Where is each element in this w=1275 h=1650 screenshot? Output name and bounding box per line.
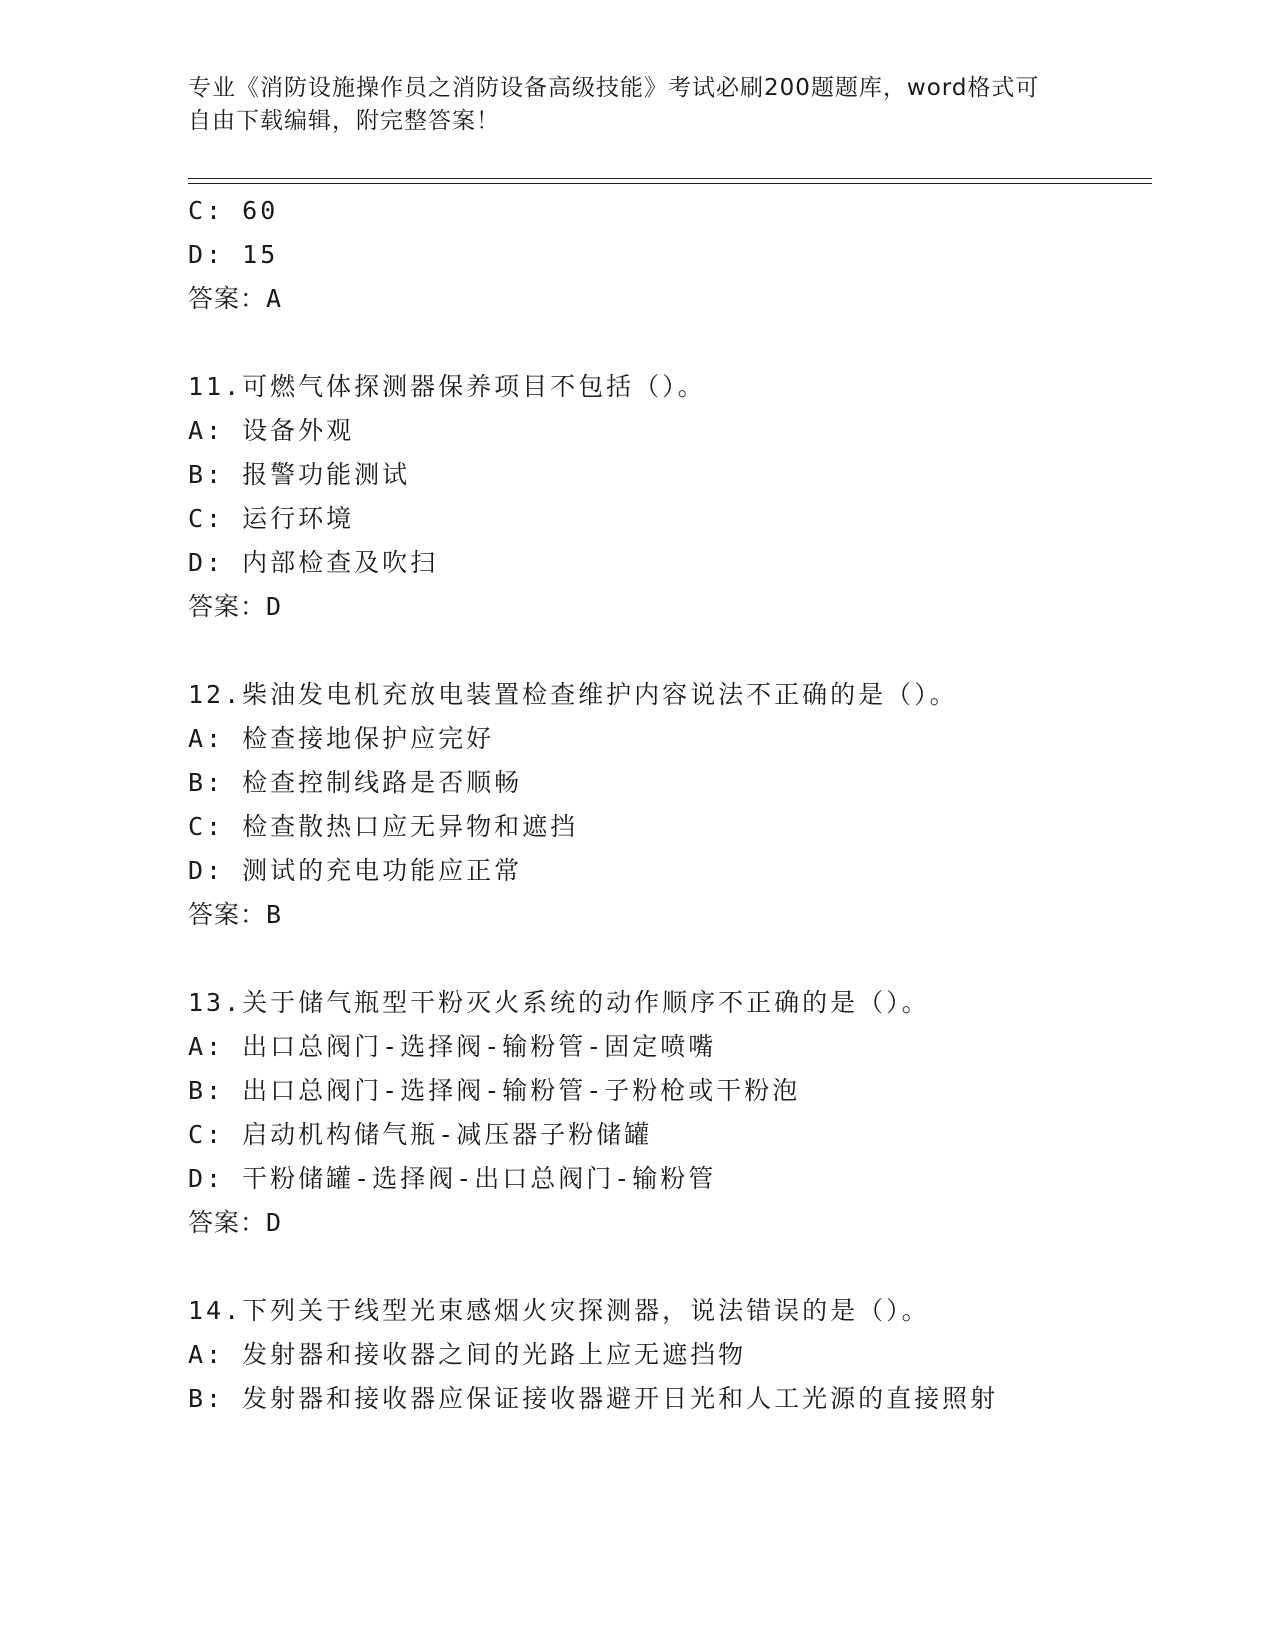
answer-label: 答案： (188, 1208, 267, 1237)
q11-answer (188, 592, 282, 622)
q14-option-b: B: 发射器和接收器应保证接收器避开日光和人工光源的直接照射 (188, 1384, 999, 1413)
q11-option-d: D: 内部检查及吹扫 (188, 548, 439, 577)
answer-label: 答案： (188, 284, 267, 313)
q13-option-d: D: 干粉储罐-选择阀-出口总阀门-输粉管 (188, 1164, 717, 1193)
q11-option-a: A: 设备外观 (188, 416, 355, 445)
q13-option-b: B: 出口总阀门-选择阀-输粉管-子粉枪或干粉泡 (188, 1076, 801, 1105)
header-line-1: 专业《消防设施操作员之消防设备高级技能》考试必刷200题题库，word格式可 (188, 75, 1040, 101)
q11-stem: 11.可燃气体探测器保养项目不包括（）。 (188, 372, 706, 401)
answer-value: B (266, 900, 283, 929)
header-divider-bottom (188, 183, 1152, 184)
q13-option-a: A: 出口总阀门-选择阀-输粉管-固定喷嘴 (188, 1032, 717, 1061)
q12-option-a: A: 检查接地保护应完好 (188, 724, 495, 753)
q13-answer (188, 1208, 282, 1238)
header-line-2: 自由下载编辑，附完整答案！ (188, 108, 500, 134)
answer-value: D (266, 592, 283, 621)
answer-value: D (266, 1208, 283, 1237)
q10-option-c: C: 60 (188, 196, 279, 225)
answer-label: 答案： (188, 592, 267, 621)
q12-answer (188, 900, 282, 930)
document-header (188, 72, 1088, 138)
q10-option-d: D: 15 (188, 240, 279, 269)
q14-option-a: A: 发射器和接收器之间的光路上应无遮挡物 (188, 1340, 747, 1369)
q11-option-c: C: 运行环境 (188, 504, 355, 533)
q13-option-c: C: 启动机构储气瓶-减压器子粉储罐 (188, 1120, 653, 1149)
q10-answer (188, 284, 282, 314)
q12-option-d: D: 测试的充电功能应正常 (188, 856, 523, 885)
q12-stem: 12.柴油发电机充放电装置检查维护内容说法不正确的是（）。 (188, 680, 958, 709)
q12-option-b: B: 检查控制线路是否顺畅 (188, 768, 523, 797)
q12-option-c: C: 检查散热口应无异物和遮挡 (188, 812, 579, 841)
header-divider-top (188, 178, 1152, 179)
answer-label: 答案： (188, 900, 267, 929)
q13-stem: 13.关于储气瓶型干粉灭火系统的动作顺序不正确的是（）。 (188, 988, 930, 1017)
q11-option-b: B: 报警功能测试 (188, 460, 411, 489)
q14-stem: 14.下列关于线型光束感烟火灾探测器，说法错误的是（）。 (188, 1296, 930, 1325)
answer-value: A (266, 284, 283, 313)
